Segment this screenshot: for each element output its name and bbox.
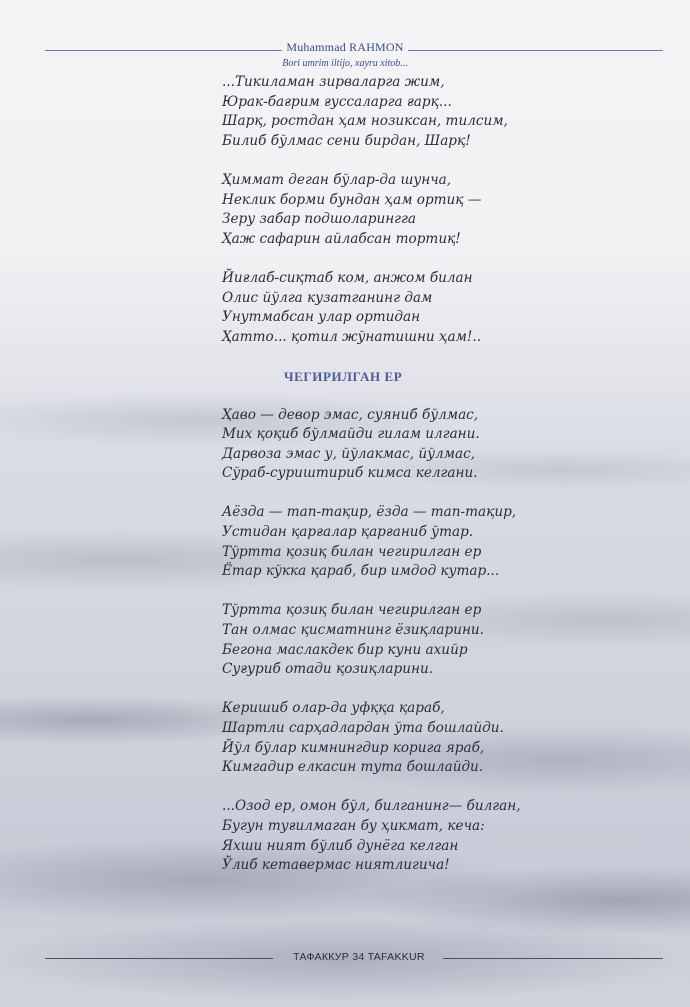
- footer-rule-left: [45, 958, 273, 959]
- poem-line: Суғуриб отади қозиқларини.: [222, 661, 434, 678]
- poem-line: Керишиб олар-да уфққа қараб,: [222, 700, 445, 717]
- stanza: [222, 73, 662, 151]
- poem-line: Кимгадир елкасин тута бошлайди.: [222, 759, 484, 776]
- stanza: [222, 269, 662, 347]
- poem-line: Аёзда — тап-тақир, ёзда — тап-тақир,: [222, 504, 517, 521]
- poem-line: Тўртта қозиқ билан чегирилган ер: [222, 602, 482, 619]
- poem-line: Билиб бўлмас сени бирдан, Шарқ!: [222, 132, 471, 149]
- stanza: [222, 406, 662, 484]
- poem-line: Яхши ният бўлиб дунёга келган: [222, 837, 459, 854]
- poem-line: Тўртта қозиқ билан чегирилган ер: [222, 543, 482, 560]
- poem-line: Устидан қарғалар қарғаниб ўтар.: [222, 524, 474, 541]
- poem-line: Шартли сарҳадлардан ўта бошлайди.: [222, 720, 504, 736]
- poem-line: Ҳиммат деган бўлар-да шунча,: [222, 171, 452, 188]
- poem-line: Олис йўлга кузатганинг дам: [222, 289, 433, 306]
- page-footer: [45, 950, 663, 966]
- stanza: [222, 503, 662, 581]
- poem-body: [222, 73, 662, 895]
- page-header: [0, 38, 690, 69]
- poem-line: Бегона маслакдек бир куни ахийр: [222, 641, 468, 658]
- stanza: [222, 699, 662, 777]
- poem-line: Дарвоза эмас у, йўлакмас, йўлмас,: [222, 445, 475, 462]
- poem-line: Мих қоқиб бўлмайди гилам илгани.: [222, 426, 480, 443]
- poem-line: Ҳаж сафарин айлабсан тортиқ!: [222, 230, 461, 247]
- poem-line: Ўлиб кетавермас ниятлигича!: [222, 857, 450, 874]
- poem-part-2: [222, 406, 662, 876]
- poem-line: Ҳатто... қотил жўнатишни ҳам!..: [222, 328, 482, 345]
- footer-rule-right: [443, 958, 663, 959]
- poem-line: Сўраб-суриштириб кимса келгани.: [222, 465, 478, 482]
- header-subtitle: Bori umrim iltijo, xayru xitob...: [282, 58, 408, 69]
- poem-line: ...Озод ер, омон бўл, билганинг— билган,: [222, 798, 521, 815]
- poem-line: Йўл бўлар кимнингдир корига яраб,: [222, 739, 485, 756]
- poem-line: Бугун туғилмаган бу ҳикмат, кеча:: [222, 817, 485, 834]
- poem-line: ...Тикиламан зирваларга жим,: [222, 74, 445, 90]
- poem-line: Шарқ, ростдан ҳам нозиксан, тилсим,: [222, 113, 508, 130]
- poem-line: Ётар кўкка қараб, бир имдод кутар...: [222, 563, 500, 580]
- poem-line: Йиғлаб-сиқтаб ком, анжом билан: [222, 269, 473, 286]
- poem-line: Юрак-бағрим ғуссаларга ғарқ...: [222, 93, 452, 110]
- stanza: [222, 171, 662, 249]
- poem-line: Тан олмас қисматнинг ёзиқларини.: [222, 622, 484, 639]
- stanza: [222, 601, 662, 679]
- footer-text: ТАФАККУР 34 TAFAKKUR: [293, 951, 425, 963]
- section-title: ЧЕГИРИЛГАН ЕР: [284, 368, 403, 384]
- stanza: [222, 797, 662, 875]
- author-name: Muhammad RAHMON: [282, 40, 407, 55]
- poem-line: Ҳаво — девор эмас, суяниб бўлмас,: [222, 406, 479, 423]
- poem-line: Неклик борми бундан ҳам ортиқ —: [222, 191, 482, 208]
- poem-part-1: [222, 73, 662, 347]
- poem-line: Унутмабсан улар ортидан: [222, 309, 421, 326]
- poem-line: Зеру забар подшоларингга: [222, 211, 416, 228]
